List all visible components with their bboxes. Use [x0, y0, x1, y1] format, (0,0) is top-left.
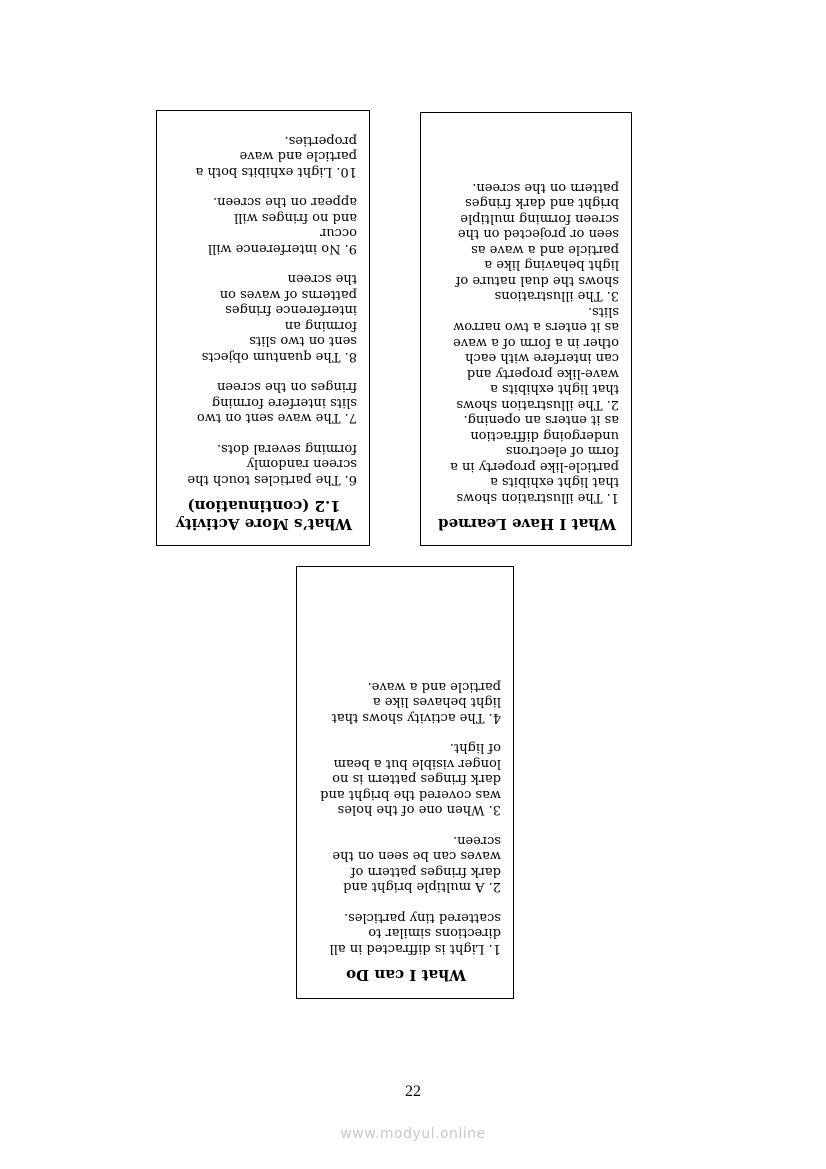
more-item-10: 10. Light exhibits both a particle and wave properties.: [195, 133, 357, 179]
learned-item-1: 1. The illustration shows that light exhibits a particle-like property in a form of electrons undergoing diffraction as it enters an opening.: [450, 412, 619, 505]
what-i-have-learned-box: [420, 112, 632, 546]
whats-more-box: [156, 110, 370, 546]
learned-item-2: 2. The illustration shows that light exhibits a wave-like property and can interfere with each other in a form of a wave as it enters a two narrow slits.: [453, 304, 619, 412]
more-item-9: 9. No interference will occur and no fringes will appear on the screen.: [207, 194, 357, 256]
whats-more-content: [157, 111, 369, 545]
cando-item-2: 2. A multiple bright and dark fringes pattern of waves can be seen on the screen.: [332, 833, 501, 895]
what-i-can-do-box: [296, 566, 514, 999]
watermark: www.modyul.online: [340, 1126, 486, 1142]
whats-more-title: What’s More Activity 1.2 (continuation): [175, 497, 353, 533]
what-i-can-do-content: [297, 567, 513, 998]
cando-item-1: 1. Light is diffracted in all directions similar to scattered tiny particles.: [329, 910, 501, 956]
page-number: 22: [405, 1083, 421, 1100]
cando-item-3: 3. When one of the holes was covered the bright and dark fringes pattern is no longer visible but a beam of light.: [320, 740, 501, 818]
cando-item-4: 4. The activity shows that light behaves like a particle and a wave.: [331, 679, 501, 725]
learned-item-3: 3. The illustrations shows the dual nature of light behaving like a particle and a wave as seen or projected on the screen forming multiple bright and dark fringes pattern on the screen.: [455, 180, 619, 304]
more-item-7: 7. The wave sent on two slits interfere forming fringes on the screen: [196, 379, 357, 426]
more-item-6: 6. The particles touch the screen randomly forming several dots.: [187, 441, 357, 487]
more-item-8: 8. The quantum objects sent on two slits forming an interference fringes patterns of waves on the screen: [201, 271, 357, 364]
what-i-have-learned-title: What I Have Learned: [438, 515, 616, 533]
what-i-can-do-title: What I can Do: [346, 966, 466, 984]
what-i-have-learned-content: [421, 113, 631, 545]
